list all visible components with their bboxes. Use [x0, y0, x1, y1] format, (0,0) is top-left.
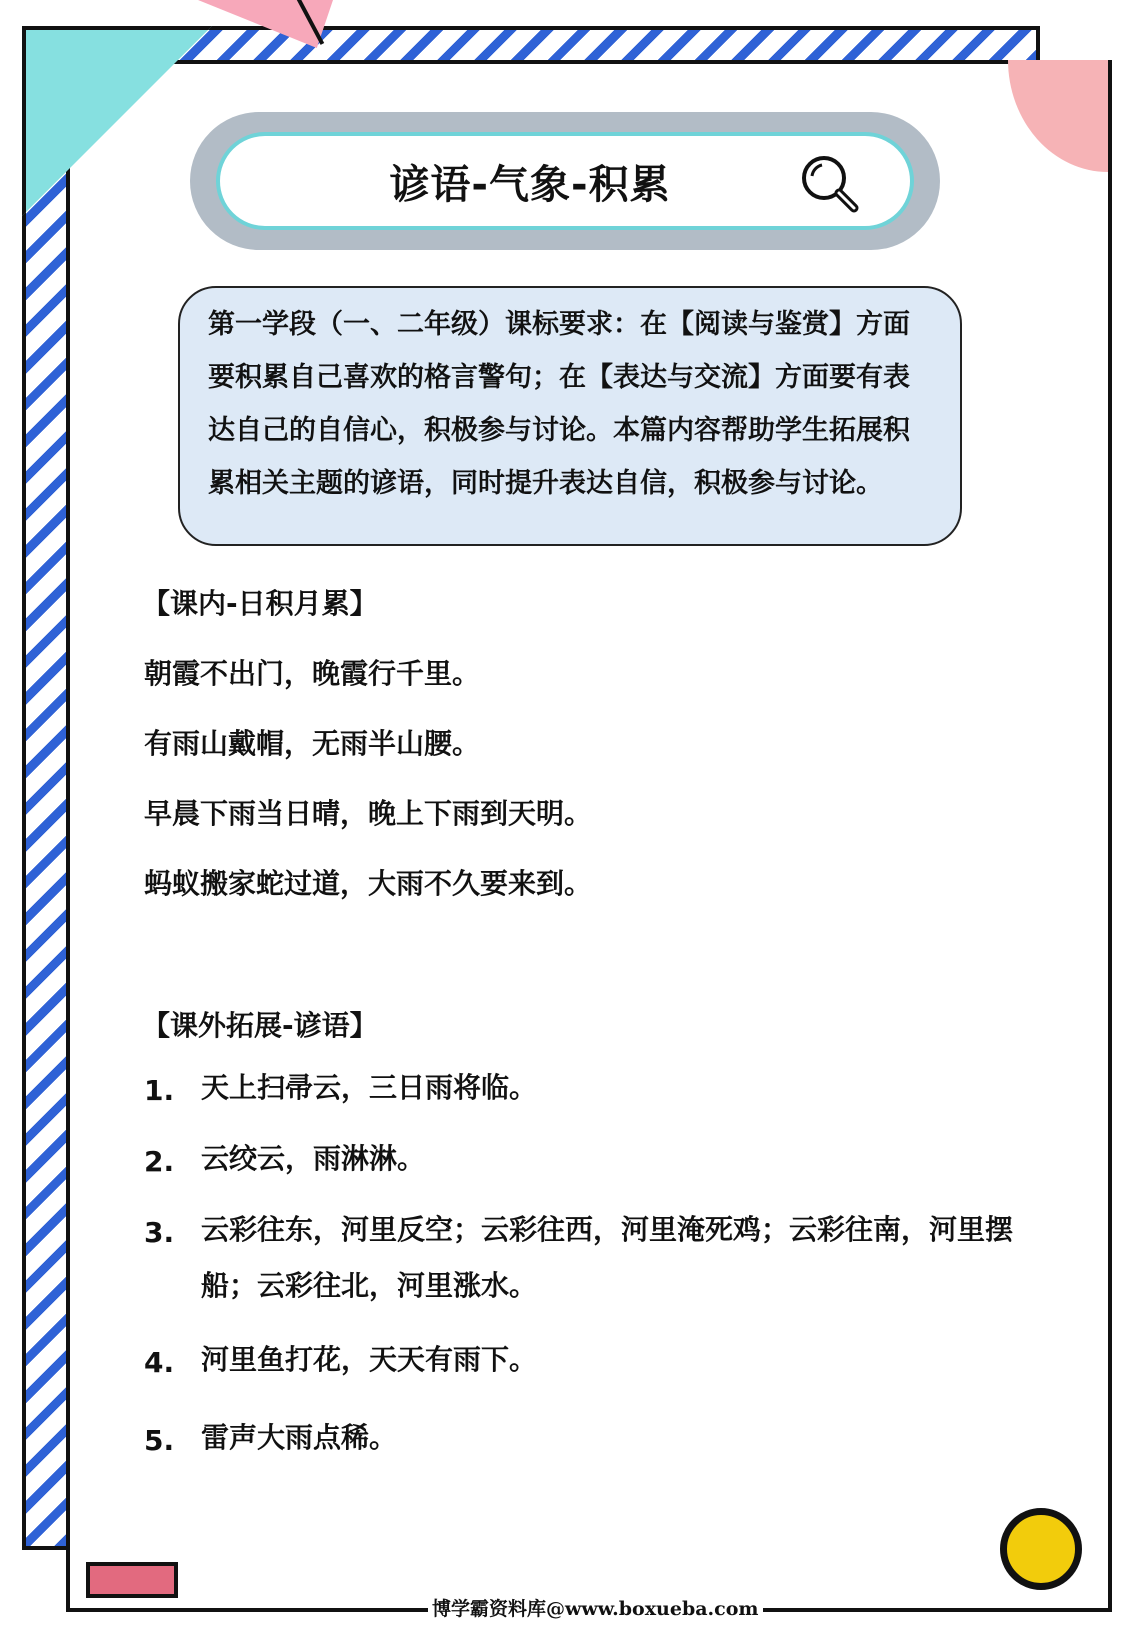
proverb-line: 朝霞不出门，晚霞行千里。 [144, 657, 481, 690]
proverb-line: 有雨山戴帽，无雨半山腰。 [144, 727, 481, 760]
footer-watermark: 博学霸资料库@www.boxueba.com [428, 1594, 763, 1621]
list-item-text: 天上扫帚云，三日雨将临。 [201, 1071, 538, 1104]
section-heading-in-class: 【课内-日积月累】 [142, 587, 378, 620]
proverb-line: 蚂蚁搬家蛇过道，大雨不久要来到。 [144, 867, 593, 900]
list-item-number: 4. [144, 1346, 175, 1379]
section-heading-extension: 【课外拓展-谚语】 [142, 1009, 378, 1042]
list-item [144, 1343, 1024, 1388]
yellow-circle-decoration [1000, 1508, 1082, 1590]
list-item-number: 5. [144, 1424, 175, 1457]
list-item-text: 雷声大雨点稀。 [201, 1421, 398, 1454]
curriculum-requirement-box [178, 286, 962, 546]
list-item-number: 3. [144, 1216, 175, 1249]
pink-rect-decoration [86, 1562, 178, 1598]
list-item-text: 云绞云，雨淋淋。 [201, 1142, 426, 1175]
list-item-text: 河里鱼打花，天天有雨下。 [201, 1343, 538, 1376]
list-item-number: 2. [144, 1145, 175, 1178]
footer-line-right [720, 1608, 1112, 1612]
search-icon [796, 150, 866, 220]
list-item-text: 云彩往东，河里反空；云彩往西，河里淹死鸡；云彩往南，河里摆船；云彩往北，河里涨水。 [201, 1213, 1014, 1302]
list-item [144, 1142, 1024, 1187]
proverb-line: 早晨下雨当日晴，晚上下雨到天明。 [144, 797, 593, 830]
list-item [144, 1421, 1024, 1466]
list-item [144, 1213, 1024, 1314]
list-item-number: 1. [144, 1074, 175, 1107]
page-title: 谚语-气象-积累 [389, 161, 671, 208]
list-item [144, 1071, 1024, 1116]
curriculum-requirement-text: 第一学段（一、二年级）课标要求：在【阅读与鉴赏】方面要积累自己喜欢的格言警句；在【表达与交流】方面要有表达自己的自信心，积极参与讨论。本篇内容帮助学生拓展积累相关主题的谚语，同时提升表达自信，积极参与讨论。 [208, 309, 910, 499]
footer-line-left [66, 1608, 396, 1612]
